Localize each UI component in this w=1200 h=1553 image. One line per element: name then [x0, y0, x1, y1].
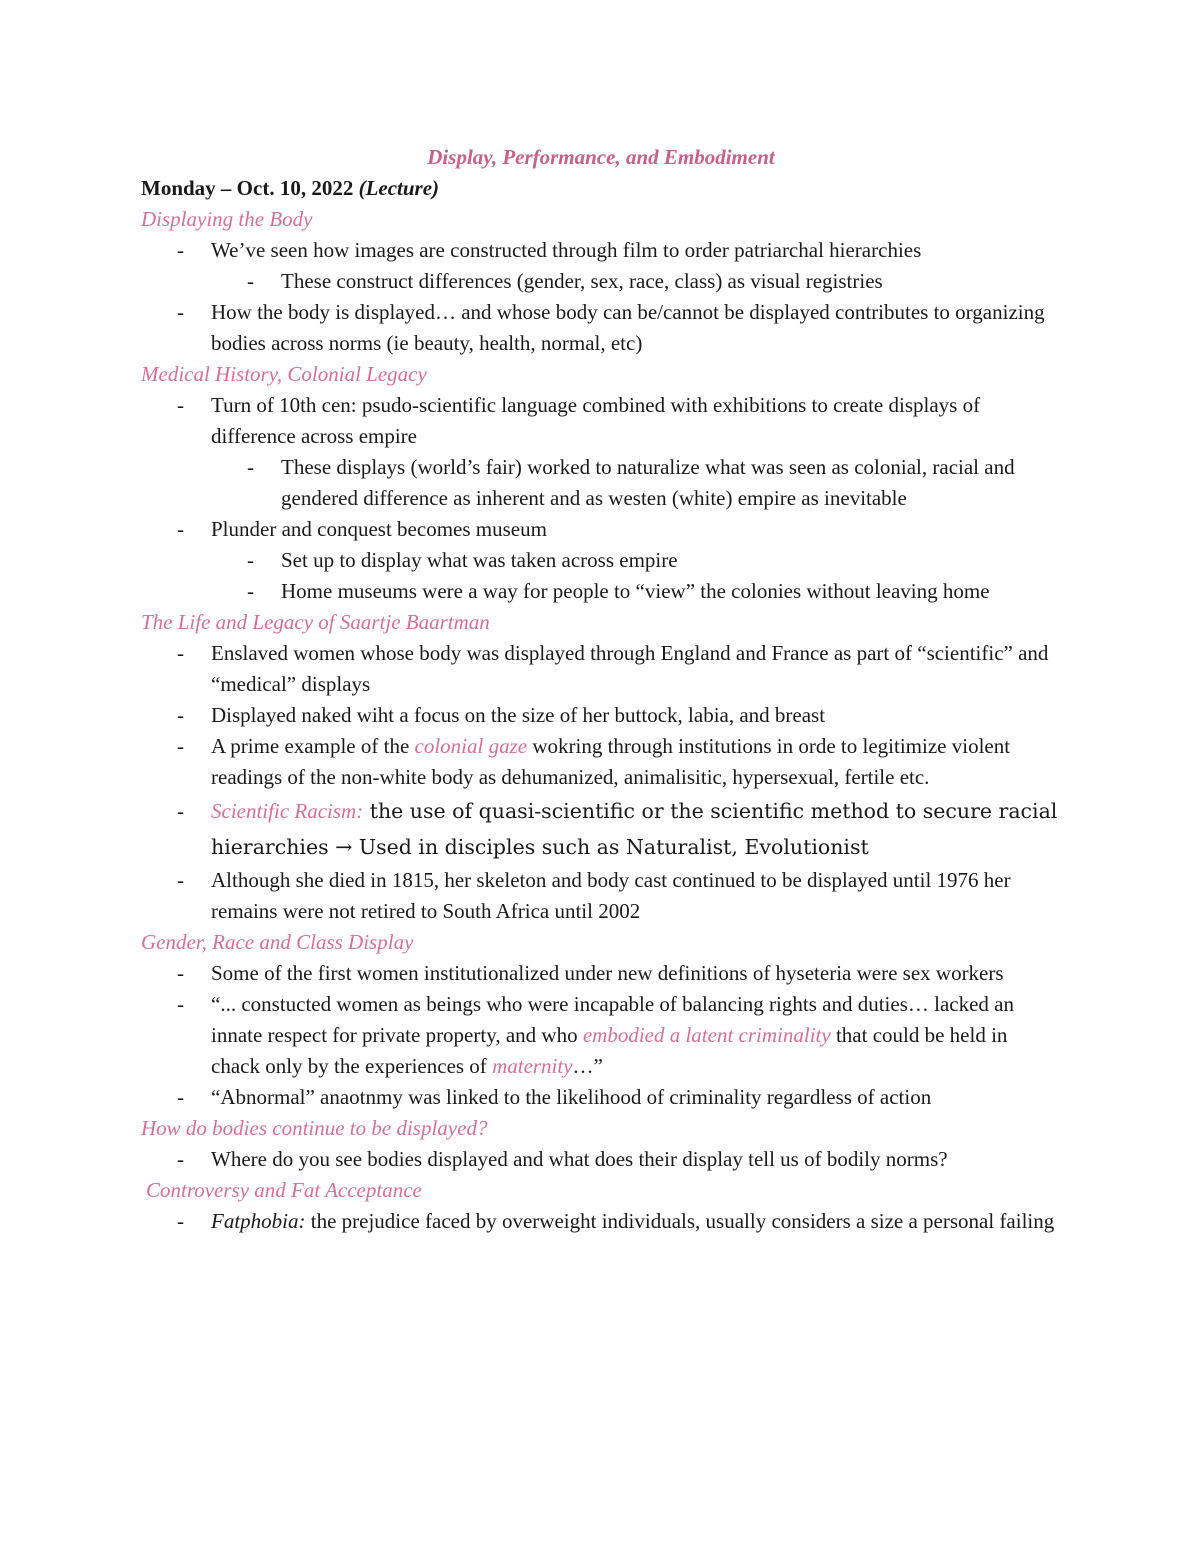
bullet-text: “Abnormal” anaotnmy was linked to the likelihood of criminality regardless of action	[211, 1085, 932, 1109]
document-page	[141, 142, 1061, 1237]
highlighted-term-scientific-racism: Scientific Racism:	[211, 799, 364, 823]
list-item	[141, 235, 1061, 297]
section-heading-displaying: Displaying the Body	[141, 207, 313, 231]
bullet-list	[141, 235, 1061, 359]
list-item	[141, 390, 1061, 514]
list-item	[141, 989, 1061, 1082]
bullet-text: Some of the first women institutionalized under new definitions of hyseteria were sex workers	[211, 961, 1004, 985]
bullet-list	[141, 1206, 1061, 1237]
bullet-text: A prime example of the	[211, 734, 415, 758]
bullet-text: Turn of 10th cen: psudo-scientific language combined with exhibitions to create displays of difference across empire	[211, 393, 981, 448]
highlighted-term-maternity: maternity	[492, 1054, 573, 1078]
date-text: Monday – Oct. 10, 2022	[141, 176, 359, 200]
term-fatphobia: Fatphobia:	[211, 1209, 306, 1233]
bullet-list	[141, 958, 1061, 1113]
bullet-text: Although she died in 1815, her skeleton and body cast continued to be displayed until 1976 her remains were not retired to South Africa until 2002	[211, 868, 1011, 923]
sub-list-item	[211, 266, 1061, 297]
list-item	[141, 1144, 1061, 1175]
bullet-text: wokring through institutions in orde to legitimize violent readings of the non-white body as dehumanized, animalisitic, hypersexual, fertile etc.	[211, 734, 1011, 789]
bullet-text: Displayed naked wiht a focus on the size of her buttock, labia, and breast	[211, 703, 826, 727]
section-heading-medical: Medical History, Colonial Legacy	[141, 362, 427, 386]
list-item	[141, 700, 1061, 731]
list-item	[141, 865, 1061, 927]
list-item	[141, 1082, 1061, 1113]
highlighted-term-colonial-gaze: colonial gaze	[414, 734, 528, 758]
sub-list-item	[211, 452, 1061, 514]
bullet-text: Where do you see bodies displayed and what does their display tell us of bodily norms?	[211, 1147, 948, 1171]
list-item	[141, 958, 1061, 989]
highlighted-term-latent-criminality: embodied a latent criminality	[582, 1023, 831, 1047]
bullet-text: the prejudice faced by overweight individuals, usually considers a size a personal failing	[305, 1209, 1055, 1233]
sub-bullet-list	[211, 266, 1061, 297]
section-heading-gender: Gender, Race and Class Display	[141, 930, 414, 954]
document-title: Display, Performance, and Embodiment	[427, 145, 775, 169]
section-heading-baartman: The Life and Legacy of Saartje Baartman	[141, 610, 490, 634]
sub-list-item	[211, 545, 1061, 576]
list-item	[141, 1206, 1061, 1237]
bullet-text: Enslaved women whose body was displayed through England and France as part of “scientific” and “medical” displays	[211, 641, 1049, 696]
list-item	[141, 514, 1061, 607]
list-item	[141, 731, 1061, 793]
bullet-text: How the body is displayed… and whose body can be/cannot be displayed contributes to organizing bodies across norms (ie beauty, health, normal, etc)	[211, 300, 1045, 355]
bullet-text: Set up to display what was taken across empire	[281, 548, 678, 572]
bullet-text: We’ve seen how images are constructed through film to order patriarchal hierarchies	[211, 238, 922, 262]
bullet-text: Plunder and conquest becomes museum	[211, 517, 547, 541]
bullet-list	[141, 638, 1061, 927]
bullet-text: These displays (world’s fair) worked to naturalize what was seen as colonial, racial and gendered difference as inherent and as westen (white) empire as inevitable	[281, 455, 1015, 510]
lecture-tag: (Lecture)	[358, 176, 440, 200]
sub-list-item	[211, 576, 1061, 607]
list-item	[141, 638, 1061, 700]
bullet-text: …”	[572, 1054, 603, 1078]
bullet-text: Home museums were a way for people to “view” the colonies without leaving home	[281, 579, 990, 603]
bullet-text: “... constucted women as beings who were incapable of balancing rights and duties… lacked an innate respect for private property, and who	[211, 992, 1014, 1047]
sub-bullet-list	[211, 545, 1061, 607]
lecture-date	[141, 173, 1061, 204]
section-heading-controversy: Controversy and Fat Acceptance	[146, 1178, 422, 1202]
bullet-list	[141, 390, 1061, 607]
sub-bullet-list	[211, 452, 1061, 514]
bullet-text: These construct differences (gender, sex, race, class) as visual registries	[281, 269, 883, 293]
bullet-list	[141, 1144, 1061, 1175]
list-item	[141, 297, 1061, 359]
list-item	[141, 793, 1061, 865]
section-heading-continue: How do bodies continue to be displayed?	[141, 1116, 488, 1140]
bullet-text: that could be held in chack only by the experiences of	[211, 1023, 1008, 1078]
bullet-text: the use of quasi-scientific or the scientific method to secure racial hierarchies → Used in disciples such as Naturalist, Evolutionist	[211, 799, 1058, 859]
